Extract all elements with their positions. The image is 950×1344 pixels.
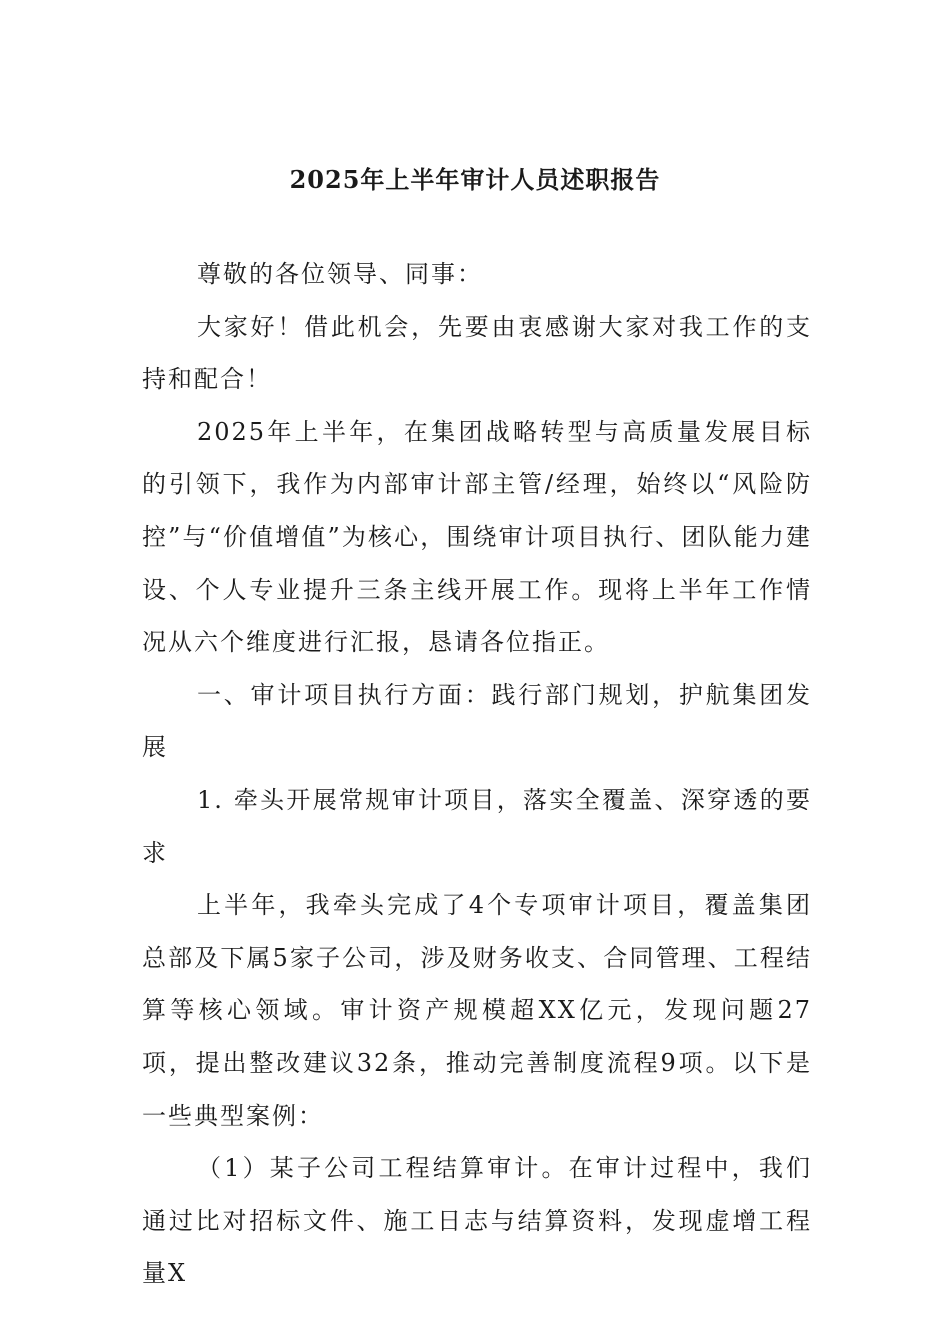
salutation-paragraph: 尊敬的各位领导、同事： [197,260,483,288]
section-heading: 一、审计项目执行方面：践行部门规划，护航集团发展 [142,680,812,762]
body-paragraph: 上半年，我牵头完成了4个专项审计项目，覆盖集团总部及下属5家子公司，涉及财务收支、合同管理、工程结算等核心领域。审计资产规模超XX亿元，发现问题27项，提出整改建议32条，推动完善制度流程9项。以下是一些典型案例： [142,891,812,1130]
intro-paragraph: 2025年上半年，在集团战略转型与高质量发展目标的引领下，我作为内部审计部主管/经理，始终以“风险防控”与“价值增值”为核心，围绕审计项目执行、团队能力建设、个人专业提升三条主线开展工作。现将上半年工作情况从六个维度进行汇报，恳请各位指正。 [142,417,812,657]
document-title: 2025年上半年审计人员述职报告 [289,165,661,194]
subsection-heading: 1. 牵头开展常规审计项目，落实全覆盖、深穿透的要求 [142,785,812,867]
document-body [142,248,812,1300]
case-paragraph: （1）某子公司工程结算审计。在审计过程中，我们通过比对招标文件、施工日志与结算资料，发现虚增工程量X [142,1154,812,1288]
greeting-paragraph: 大家好！借此机会，先要由衷感谢大家对我工作的支持和配合！ [142,312,812,394]
